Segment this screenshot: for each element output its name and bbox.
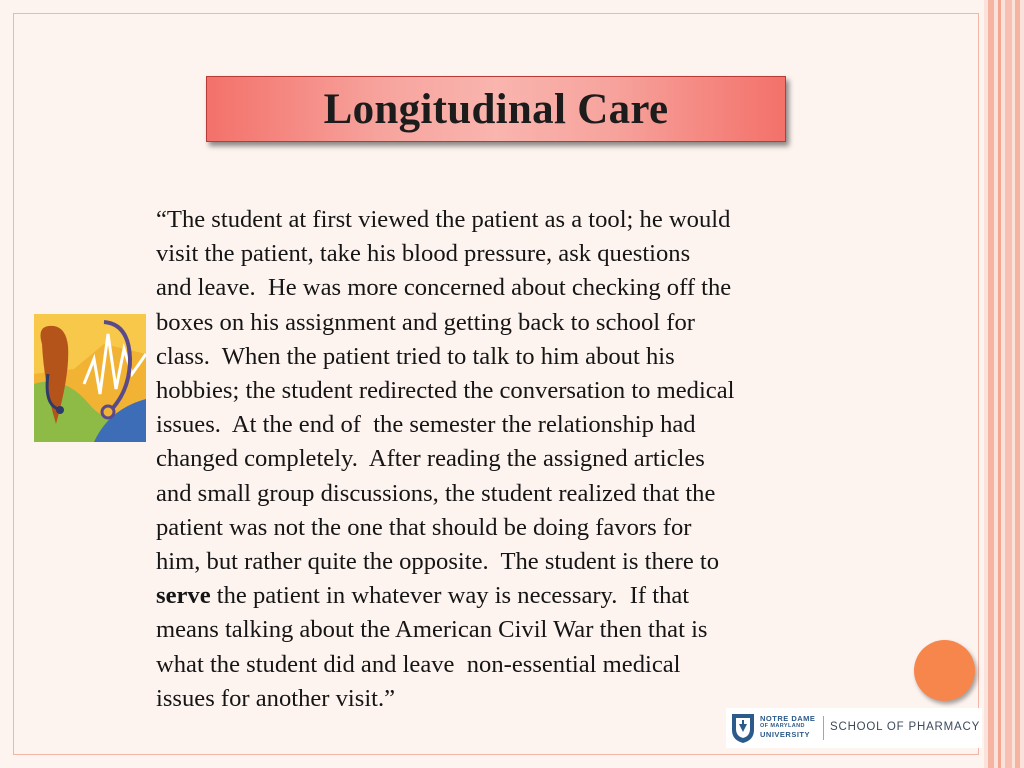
quote-line-emphasis — [156, 579, 946, 613]
quote-line: boxes on his assignment and getting back to school for — [156, 308, 695, 336]
logo-divider — [823, 716, 824, 740]
university-logo — [726, 708, 982, 748]
title-banner — [206, 76, 786, 142]
school-name: SCHOOL OF PHARMACY — [830, 721, 981, 733]
quote-line: patient was not the one that should be doing favors for — [156, 513, 692, 541]
university-name-line3: UNIVERSITY — [760, 730, 811, 739]
university-name-line2: OF MARYLAND — [760, 723, 805, 729]
slide-title: Longitudinal Care — [323, 85, 669, 133]
quote-line: means talking about the American Civil War then that is — [156, 616, 708, 644]
quote-line: hobbies; the student redirected the conversation to medical — [156, 377, 735, 405]
quote-line-rest: the patient in whatever way is necessary. If that — [210, 582, 690, 610]
quote-line: and small group discussions, the student realized that the — [156, 479, 716, 507]
decorative-stripes — [984, 0, 1024, 768]
emphasis-word: serve — [156, 582, 211, 610]
student-quote — [156, 203, 946, 716]
quote-line: changed completely. After reading the assigned articles — [156, 445, 705, 473]
quote-line: visit the patient, take his blood pressure, ask questions — [156, 240, 691, 268]
quote-line: what the student did and leave non-essential medical — [156, 650, 681, 678]
heart-stethoscope-clipart-icon — [34, 314, 146, 442]
accent-circle — [914, 640, 975, 701]
university-name-line1: NOTRE DAME — [760, 714, 816, 723]
quote-line: issues for another visit.” — [156, 684, 396, 712]
quote-line: class. When the patient tried to talk to him about his — [156, 342, 675, 370]
quote-line: and leave. He was more concerned about checking off the — [156, 274, 732, 302]
quote-line: him, but rather quite the opposite. The student is there to — [156, 548, 720, 576]
university-crest-icon — [730, 712, 756, 744]
quote-line: issues. At the end of the semester the relationship had — [156, 411, 696, 439]
university-name — [760, 714, 822, 739]
quote-line: “The student at first viewed the patient as a tool; he would — [156, 206, 731, 233]
